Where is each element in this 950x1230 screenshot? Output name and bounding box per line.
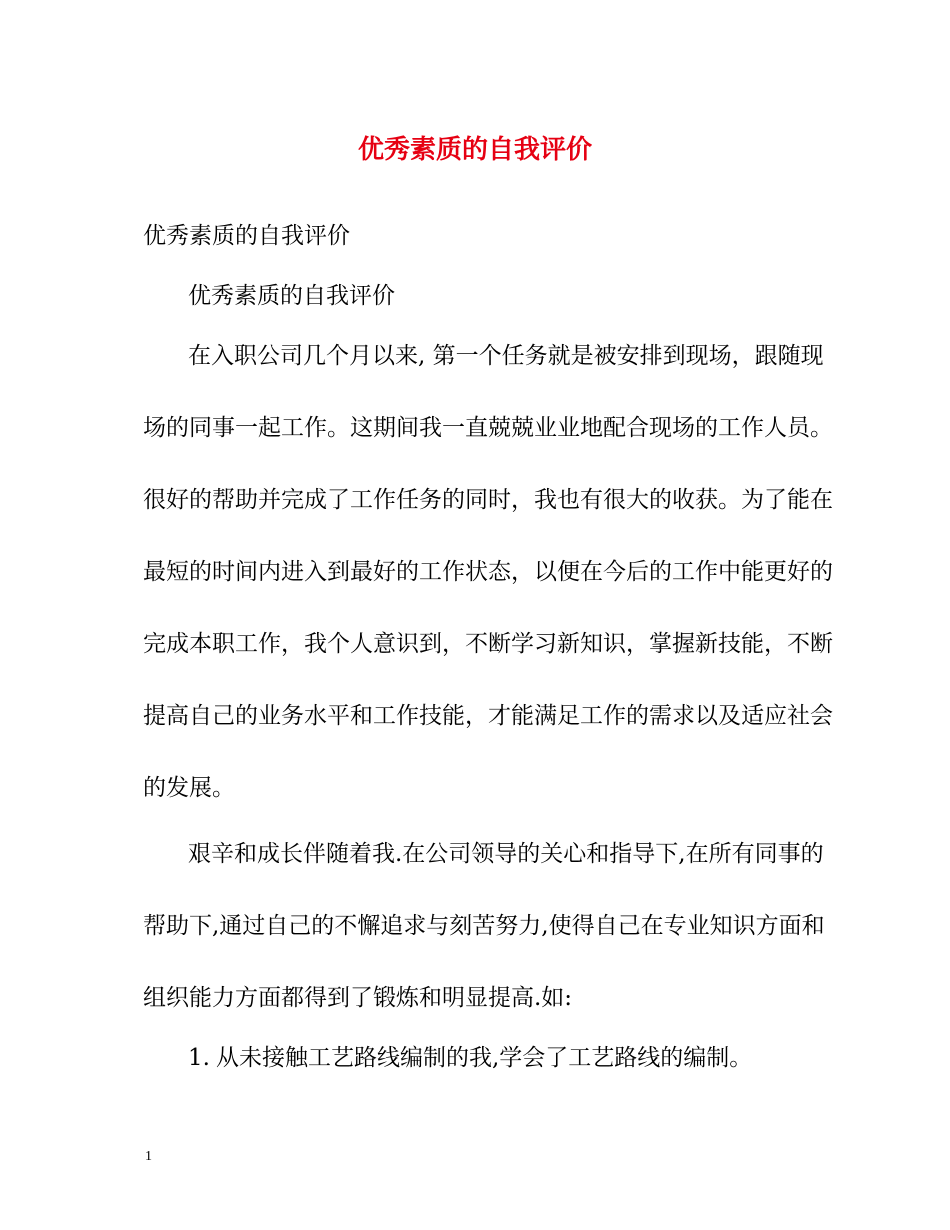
subtitle-plain: 优秀素质的自我评价 — [143, 223, 350, 249]
paragraph-1-line: 很好的帮助并完成了工作任务的同时，我也有很大的收获。为了能在 — [143, 487, 833, 513]
list-item-number: 1. — [188, 1045, 210, 1071]
paragraph-1-line: 最短的时间内进入到最好的工作状态，以便在今后的工作中能更好的 — [143, 559, 833, 585]
paragraph-1-line: 完成本职工作，我个人意识到，不断学习新知识，掌握新技能，不断 — [143, 631, 833, 657]
paragraph-1-line: 的发展。 — [143, 775, 235, 801]
paragraph-2-line: 帮助下,通过自己的不懈追求与刻苦努力,使得自己在专业知识方面和 — [143, 913, 825, 939]
page-number: 1 — [145, 1149, 152, 1164]
list-item-text: 从未接触工艺路线编制的我,学会了工艺路线的编制。 — [216, 1045, 753, 1071]
subtitle-indented: 优秀素质的自我评价 — [188, 283, 395, 309]
paragraph-2-line: 组织能力方面都得到了锻炼和明显提高.如: — [143, 985, 573, 1011]
paragraph-2-line: 艰辛和成长伴随着我.在公司领导的关心和指导下,在所有同事的 — [188, 841, 824, 867]
paragraph-1-line: 在入职公司几个月以来, 第一个任务就是被安排到现场，跟随现 — [188, 343, 824, 369]
document-title: 优秀素质的自我评价 — [357, 135, 592, 165]
paragraph-1-line: 提高自己的业务水平和工作技能，才能满足工作的需求以及适应社会 — [143, 703, 833, 729]
paragraph-1-line: 场的同事一起工作。这期间我一直兢兢业业地配合现场的工作人员。 — [143, 415, 833, 441]
